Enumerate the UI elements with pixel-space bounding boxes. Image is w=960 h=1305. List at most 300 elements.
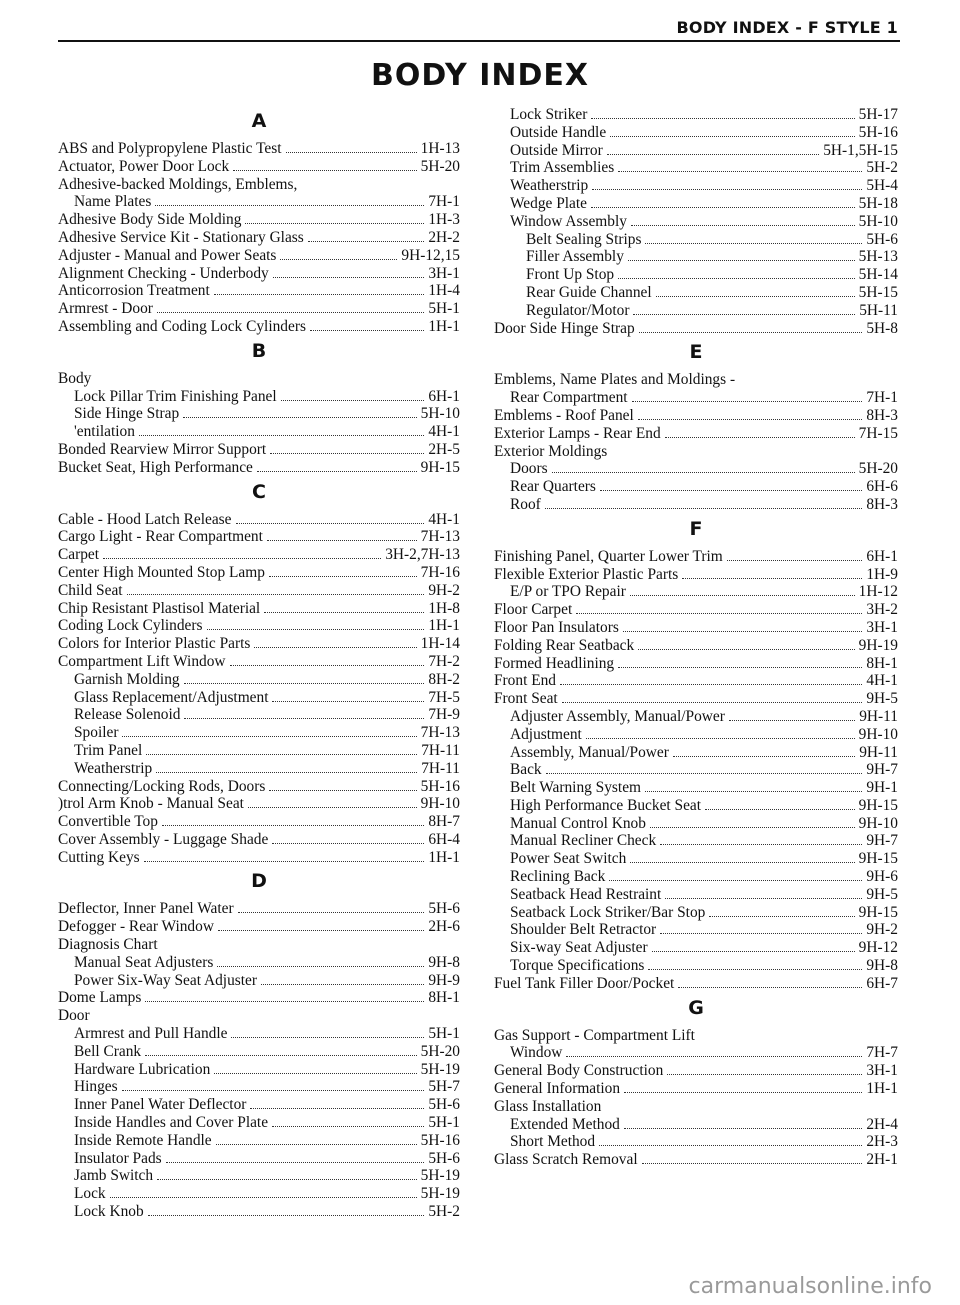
dot-leader <box>638 418 863 420</box>
dot-leader <box>270 452 424 454</box>
dot-leader <box>145 1000 424 1002</box>
index-heading: Gas Support - Compartment Lift <box>494 1026 695 1044</box>
page-reference: 7H-11 <box>421 741 460 759</box>
dot-leader <box>184 682 425 684</box>
entry-title: Filler Assembly <box>526 248 624 266</box>
dot-leader <box>624 1127 863 1129</box>
page-reference: 5H-2 <box>866 159 898 177</box>
index-entry <box>494 850 898 868</box>
index-entry <box>58 211 460 229</box>
dot-leader <box>144 860 425 862</box>
index-entry <box>58 265 460 283</box>
entry-title: Weatherstrip <box>74 759 153 777</box>
dot-leader <box>609 879 862 881</box>
page-reference: 2H-4 <box>866 1115 898 1133</box>
index-entry <box>58 989 460 1007</box>
dot-leader <box>146 753 417 755</box>
dot-leader <box>546 772 863 774</box>
entry-title: Bell Crank <box>74 1042 142 1060</box>
dot-leader <box>250 1107 424 1109</box>
index-entry <box>58 1150 460 1168</box>
entry-title: Inside Remote Handle <box>74 1131 212 1149</box>
index-entry <box>494 921 898 939</box>
entry-title: Glass Scratch Removal <box>494 1151 638 1169</box>
index-entry <box>58 193 460 211</box>
page-reference: 9H-9 <box>428 971 460 989</box>
dot-leader <box>630 594 855 596</box>
page-reference: 9H-10 <box>858 725 898 743</box>
entry-title: Convertible Top <box>58 813 158 831</box>
entry-title: Inner Panel Water Deflector <box>74 1096 247 1114</box>
dot-leader <box>705 808 855 810</box>
page-title: BODY INDEX <box>370 58 590 93</box>
dot-leader <box>618 277 855 279</box>
dot-leader <box>127 593 425 595</box>
page-reference: 7H-9 <box>428 706 460 724</box>
page-reference: 5H-6 <box>428 900 460 918</box>
index-entry <box>58 1025 460 1043</box>
page-reference: 9H-12,15 <box>401 246 460 264</box>
page-reference: 9H-8 <box>428 953 460 971</box>
index-entry <box>494 904 898 922</box>
page-reference: 7H-11 <box>421 759 460 777</box>
page-reference: 5H-4 <box>866 177 898 195</box>
dot-leader <box>214 1072 416 1074</box>
index-entry <box>58 706 460 724</box>
index-entry <box>58 247 460 265</box>
entry-title: Inside Handles and Cover Plate <box>74 1114 269 1132</box>
index-entry <box>58 511 460 529</box>
dot-leader <box>599 1144 862 1146</box>
index-heading: Glass Installation <box>494 1097 602 1115</box>
page-reference: 7H-1 <box>428 193 460 211</box>
index-entry <box>494 672 898 690</box>
dot-leader <box>166 1161 425 1163</box>
page-reference: 5H-16 <box>420 1131 460 1149</box>
dot-leader <box>254 646 416 648</box>
dot-leader <box>217 965 424 967</box>
entry-title: Name Plates <box>74 193 152 211</box>
page-reference: 9H-5 <box>866 885 898 903</box>
index-entry <box>494 566 898 584</box>
entry-title: Cutting Keys <box>58 848 140 866</box>
index-entry <box>58 742 460 760</box>
entry-title: Lock Knob <box>74 1203 144 1221</box>
entry-title: Fuel Tank Filler Door/Pocket <box>494 974 675 992</box>
dot-leader <box>660 932 862 934</box>
index-entry <box>494 266 898 284</box>
index-entry <box>58 1185 460 1203</box>
dot-leader <box>264 611 424 613</box>
entry-title: Adjuster Assembly, Manual/Power <box>510 707 725 725</box>
index-entry <box>494 195 898 213</box>
index-entry <box>494 655 898 673</box>
page-reference: 5H-11 <box>859 301 898 319</box>
page-reference: 6H-7 <box>866 974 898 992</box>
dot-leader <box>281 399 425 401</box>
dot-leader <box>650 826 855 828</box>
entry-title: Belt Warning System <box>510 779 641 797</box>
page-reference: 1H-1 <box>428 317 460 335</box>
entry-title: Back <box>510 761 542 779</box>
entry-title: Window Assembly <box>510 212 627 230</box>
page-reference: 3H-1 <box>428 264 460 282</box>
dot-leader <box>155 204 424 206</box>
entry-title: Torque Specifications <box>510 957 645 975</box>
index-entry <box>58 318 460 336</box>
entry-title: Reclining Back <box>510 868 606 886</box>
dot-leader <box>257 470 417 472</box>
entry-title: Side Hinge Strap <box>74 405 180 423</box>
page-reference: 9H-7 <box>866 832 898 850</box>
page-reference: 8H-1 <box>428 989 460 1007</box>
dot-leader <box>600 489 862 491</box>
dot-leader <box>628 259 855 261</box>
index-entry <box>494 106 898 124</box>
entry-title: Alignment Checking - Underbody <box>58 264 269 282</box>
dot-leader <box>245 222 424 224</box>
entry-title: Adjustment <box>510 725 582 743</box>
page-reference: 7H-5 <box>428 688 460 706</box>
dot-leader <box>148 1214 425 1216</box>
dot-leader <box>286 151 417 153</box>
entry-title: Rear Guide Channel <box>526 283 652 301</box>
index-entry <box>58 459 460 477</box>
page-reference: 8H-3 <box>866 495 898 513</box>
dot-leader <box>216 1143 417 1145</box>
dot-leader <box>639 331 863 333</box>
dot-leader <box>673 755 855 757</box>
page-reference: 9H-12 <box>858 939 898 957</box>
entry-title: Cover Assembly - Luggage Shade <box>58 830 269 848</box>
page-reference: 9H-10 <box>420 795 460 813</box>
dot-leader <box>184 717 424 719</box>
dot-leader <box>591 206 855 208</box>
entry-title: Front Up Stop <box>526 266 615 284</box>
dot-leader <box>552 471 855 473</box>
entry-title: Emblems - Roof Panel <box>494 406 634 424</box>
index-entry <box>58 900 460 918</box>
page-reference: 3H-1 <box>866 1062 898 1080</box>
page-reference: 5H-1,5H-15 <box>823 141 898 159</box>
index-heading: Diagnosis Chart <box>58 936 158 954</box>
page-reference: 6H-4 <box>428 830 460 848</box>
index-entry <box>58 831 460 849</box>
entry-title: Roof <box>510 495 541 513</box>
index-entry <box>494 886 898 904</box>
entry-title: Armrest - Door <box>58 300 153 318</box>
index-entry <box>58 140 460 158</box>
index-entry <box>58 1043 460 1061</box>
page-reference: 1H-1 <box>428 848 460 866</box>
entry-title: Wedge Plate <box>510 194 587 212</box>
entry-title: Floor Carpet <box>494 601 573 619</box>
index-entry <box>58 635 460 653</box>
dot-leader <box>269 575 417 577</box>
dot-leader <box>272 700 424 702</box>
entry-title: Extended Method <box>510 1115 620 1133</box>
dot-leader <box>122 1089 425 1091</box>
dot-leader <box>230 664 425 666</box>
entry-title: Door Side Hinge Strap <box>494 319 635 337</box>
index-entry <box>494 389 898 407</box>
index-entry <box>494 159 898 177</box>
entry-title: Exterior Lamps - Rear End <box>494 424 661 442</box>
dot-leader <box>145 1054 417 1056</box>
page-reference: 9H-11 <box>859 743 898 761</box>
page-reference: 5H-19 <box>420 1185 460 1203</box>
page-reference: 7H-2 <box>428 652 460 670</box>
index-entry <box>494 1044 898 1062</box>
index-entry <box>494 1151 898 1169</box>
dot-leader <box>207 628 425 630</box>
page-reference: 5H-19 <box>420 1167 460 1185</box>
index-entry <box>494 231 898 249</box>
entry-title: Jamb Switch <box>74 1167 154 1185</box>
entry-title: Garnish Molding <box>74 670 180 688</box>
page-reference: 1H-14 <box>420 635 460 653</box>
section-letter: G <box>688 996 704 1019</box>
dot-leader <box>623 630 863 632</box>
entry-title: Weatherstrip <box>510 177 589 195</box>
entry-title: Seatback Lock Striker/Bar Stop <box>510 903 706 921</box>
index-entry <box>494 797 898 815</box>
page-reference: 7H-13 <box>420 724 460 742</box>
dot-leader <box>236 522 425 524</box>
dot-leader <box>560 683 862 685</box>
dot-leader <box>645 790 862 792</box>
index-entry <box>58 582 460 600</box>
index-entry <box>494 975 898 993</box>
entry-title: Adhesive Body Side Molding <box>58 211 242 229</box>
entry-title: Rear Quarters <box>510 478 596 496</box>
dot-leader <box>638 648 854 650</box>
dot-leader <box>233 169 416 171</box>
dot-leader <box>238 911 425 913</box>
dot-leader <box>660 843 862 845</box>
page-reference: 2H-2 <box>428 228 460 246</box>
page-reference: 5H-10 <box>858 212 898 230</box>
page-reference: 5H-8 <box>866 319 898 337</box>
entry-title: Hardware Lubrication <box>74 1060 211 1078</box>
entry-title: Defogger - Rear Window <box>58 918 214 936</box>
dot-leader <box>645 242 862 244</box>
dot-leader <box>665 897 862 899</box>
entry-title: 'entilation <box>74 423 135 441</box>
index-entry <box>494 496 898 514</box>
index-entry <box>494 1116 898 1134</box>
section-letter: C <box>252 480 266 503</box>
page-reference: 5H-7 <box>428 1078 460 1096</box>
entry-title: General Information <box>494 1080 621 1098</box>
dot-leader <box>607 153 819 155</box>
page-reference: 4H-1 <box>428 510 460 528</box>
index-entry <box>58 918 460 936</box>
page-reference: 5H-1 <box>428 300 460 318</box>
page-reference: 8H-7 <box>428 813 460 831</box>
dot-leader <box>157 1178 417 1180</box>
entry-title: Lock Pillar Trim Finishing Panel <box>74 387 277 405</box>
page-reference: 9H-15 <box>858 903 898 921</box>
dot-leader <box>633 313 855 315</box>
index-entry <box>494 248 898 266</box>
dot-leader <box>139 434 424 436</box>
index-entry <box>494 637 898 655</box>
entry-title: Trim Panel <box>74 741 143 759</box>
index-column-right <box>494 106 898 1169</box>
page-reference: 6H-1 <box>428 387 460 405</box>
index-entry <box>58 972 460 990</box>
entry-title: Assembling and Coding Lock Cylinders <box>58 317 306 335</box>
running-header: BODY INDEX - F STYLE 1 <box>676 18 898 37</box>
index-entry <box>494 601 898 619</box>
section-letter: D <box>251 870 267 893</box>
index-entry <box>494 425 898 443</box>
dot-leader <box>576 612 862 614</box>
index-heading: Body <box>58 369 92 387</box>
entry-title: Coding Lock Cylinders <box>58 617 203 635</box>
page-reference: 5H-16 <box>858 123 898 141</box>
page-reference: 8H-2 <box>428 670 460 688</box>
entry-title: Assembly, Manual/Power <box>510 743 669 761</box>
page-reference: 1H-12 <box>858 583 898 601</box>
page-reference: 4H-1 <box>866 672 898 690</box>
dot-leader <box>103 557 381 559</box>
entry-title: Armrest and Pull Handle <box>74 1025 228 1043</box>
entry-title: Short Method <box>510 1133 596 1151</box>
index-entry <box>58 724 460 742</box>
page-reference: 1H-1 <box>428 617 460 635</box>
entry-title: Release Solenoid <box>74 706 181 724</box>
dot-leader <box>586 737 855 739</box>
entry-title: )trol Arm Knob - Manual Seat <box>58 795 244 813</box>
entry-title: Outside Mirror <box>510 141 603 159</box>
dot-leader <box>632 400 863 402</box>
section-letter: A <box>251 110 267 132</box>
page-reference: 3H-2,7H-13 <box>385 546 460 564</box>
page-reference: 9H-19 <box>858 636 898 654</box>
dot-leader <box>630 861 854 863</box>
index-entry <box>58 300 460 318</box>
page-reference: 2H-5 <box>428 440 460 458</box>
dot-leader <box>545 507 863 509</box>
page-reference: 9H-15 <box>420 458 460 476</box>
dot-leader <box>591 117 854 119</box>
entry-title: Adhesive Service Kit - Stationary Glass <box>58 228 304 246</box>
dot-leader <box>592 188 862 190</box>
entry-title: Adjuster - Manual and Power Seats <box>58 246 277 264</box>
entry-title: Deflector, Inner Panel Water <box>58 900 234 918</box>
page-reference: 5H-13 <box>858 248 898 266</box>
entry-title: Doors <box>510 460 548 478</box>
index-entry <box>494 1133 898 1151</box>
dot-leader <box>665 436 855 438</box>
entry-title: Rear Compartment <box>510 389 628 407</box>
page-reference: 5H-14 <box>858 266 898 284</box>
entry-title: Finishing Panel, Quarter Lower Trim <box>494 547 723 565</box>
dot-leader <box>618 666 862 668</box>
index-column-left <box>58 106 460 1221</box>
entry-title: Regulator/Motor <box>526 301 630 319</box>
index-entry <box>494 478 898 496</box>
page-reference: 5H-1 <box>428 1025 460 1043</box>
index-heading: Adhesive-backed Moldings, Emblems, <box>58 175 298 193</box>
entry-title: Lock <box>74 1185 106 1203</box>
entry-title: Colors for Interior Plastic Parts <box>58 635 251 653</box>
index-entry <box>494 868 898 886</box>
entry-title: Power Seat Switch <box>510 850 627 868</box>
dot-leader <box>562 701 863 703</box>
entry-title: Center High Mounted Stop Lamp <box>58 563 265 581</box>
index-entry <box>58 388 460 406</box>
dot-leader <box>157 311 424 313</box>
index-entry <box>494 708 898 726</box>
entry-title: Anticorrosion Treatment <box>58 282 210 300</box>
dot-leader <box>248 806 417 808</box>
dot-leader <box>709 915 854 917</box>
page-reference: 5H-1 <box>428 1114 460 1132</box>
entry-title: Flexible Exterior Plastic Parts <box>494 565 679 583</box>
page-reference: 5H-16 <box>420 777 460 795</box>
entry-title: General Body Construction <box>494 1062 664 1080</box>
dot-leader <box>272 842 424 844</box>
index-entry <box>58 760 460 778</box>
page-reference: 9H-11 <box>859 707 898 725</box>
page-reference: 5H-6 <box>428 1149 460 1167</box>
section-letter: B <box>251 339 267 362</box>
index-entry <box>494 213 898 231</box>
page-reference: 9H-6 <box>866 868 898 886</box>
index-entry <box>58 441 460 459</box>
index-entry <box>58 229 460 247</box>
index-entry <box>494 1062 898 1080</box>
entry-title: Lock Striker <box>510 106 588 123</box>
page-reference: 3H-1 <box>866 618 898 636</box>
entry-title: Formed Headlining <box>494 654 615 672</box>
dot-leader <box>631 224 855 226</box>
index-entry <box>494 407 898 425</box>
page-reference: 6H-6 <box>866 478 898 496</box>
dot-leader <box>682 577 862 579</box>
page-reference: 1H-4 <box>428 282 460 300</box>
page-reference: 1H-1 <box>866 1080 898 1098</box>
page-reference: 2H-1 <box>866 1151 898 1169</box>
page-reference: 9H-15 <box>858 850 898 868</box>
entry-title: Chip Resistant Plastisol Material <box>58 599 261 617</box>
entry-title: Cable - Hood Latch Release <box>58 510 232 528</box>
dot-leader <box>656 295 855 297</box>
entry-title: Bucket Seat, High Performance <box>58 458 253 476</box>
index-entry <box>494 142 898 160</box>
index-heading: Emblems, Name Plates and Moldings - <box>494 371 736 389</box>
dot-leader <box>667 1073 862 1075</box>
index-entry <box>58 564 460 582</box>
section-letter: F <box>689 517 703 540</box>
dot-leader <box>729 719 855 721</box>
entry-title: High Performance Bucket Seat <box>510 796 702 814</box>
index-entry <box>58 546 460 564</box>
dot-leader <box>678 986 862 988</box>
page-reference: 9H-5 <box>866 690 898 708</box>
index-entry <box>58 1203 460 1221</box>
index-entry <box>58 653 460 671</box>
entry-title: Front End <box>494 672 556 690</box>
index-entry <box>494 320 898 338</box>
entry-title: Seatback Head Restraint <box>510 885 662 903</box>
page-reference: 6H-1 <box>866 547 898 565</box>
dot-leader <box>308 240 425 242</box>
dot-leader <box>162 824 424 826</box>
